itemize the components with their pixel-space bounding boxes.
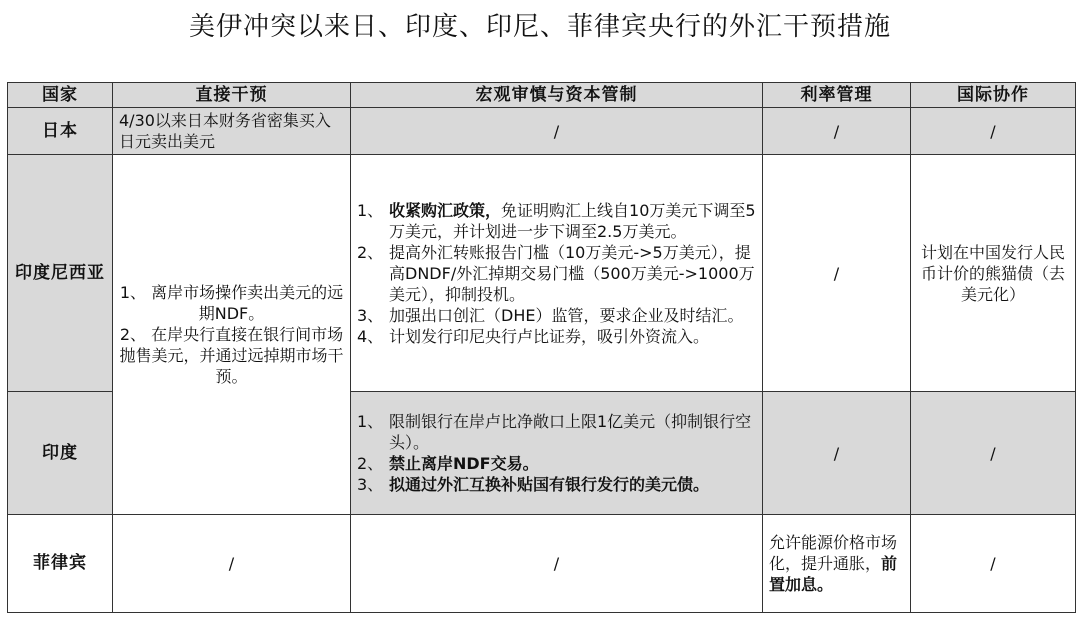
indonesia-macro [351, 155, 763, 392]
india-intl: / [911, 392, 1076, 515]
philippines-intl: / [911, 515, 1076, 613]
list-item: 3、 拟通过外汇互换补贴国有银行发行的美元债。 [357, 475, 710, 494]
india-macro [351, 392, 763, 515]
indonesia-rate: / [763, 155, 911, 392]
country-japan: 日本 [8, 108, 113, 155]
direct-item-2: 2、 在岸央行直接在银行间市场抛售美元，并通过远掉期市场干预。 [119, 325, 344, 386]
indo-india-direct [113, 155, 351, 515]
table-row-indonesia [8, 155, 1076, 392]
list-item: 3、 加强出口创汇（DHE）监管，要求企业及时结汇。 [357, 305, 744, 325]
japan-intl: / [911, 108, 1076, 155]
list-item: 1、 限制银行在岸卢比净敞口上限1亿美元（抑制银行空头）。 [357, 412, 752, 452]
country-india: 印度 [8, 392, 113, 515]
philippines-macro: / [351, 515, 763, 613]
philippines-direct: / [113, 515, 351, 613]
japan-rate: / [763, 108, 911, 155]
philippines-rate: 允许能源价格市场化，提升通胀，前置加息。 [763, 515, 911, 613]
country-philippines: 菲律宾 [8, 515, 113, 613]
header-row [8, 83, 1076, 108]
header-country: 国家 [8, 83, 113, 108]
country-indonesia: 印度尼西亚 [8, 155, 113, 392]
header-direct: 直接干预 [113, 83, 351, 108]
header-rate: 利率管理 [763, 83, 911, 108]
intervention-table [7, 82, 1076, 613]
header-intl: 国际协作 [911, 83, 1076, 108]
list-item: 2、 禁止离岸NDF交易。 [357, 454, 539, 473]
japan-macro: / [351, 108, 763, 155]
direct-item-1: 1、 离岸市场操作卖出美元的远期NDF。 [119, 283, 344, 323]
page-title: 美伊冲突以来日、印度、印尼、菲律宾央行的外汇干预措施 [188, 12, 891, 42]
indonesia-intl: 计划在中国发行人民币计价的熊猫债（去美元化） [911, 155, 1076, 392]
list-item: 4、 计划发行印尼央行卢比证券，吸引外资流入。 [357, 326, 710, 346]
table-row-japan [8, 108, 1076, 155]
table-row-philippines [8, 515, 1076, 613]
list-item: 1、 收紧购汇政策，免证明购汇上线自10万美元下调至5万美元，并计划进一步下调至2.5万美元。 [357, 200, 756, 241]
japan-direct: 4/30以来日本财务省密集买入日元卖出美元 [113, 108, 351, 155]
india-rate: / [763, 392, 911, 515]
header-macro: 宏观审慎与资本管制 [351, 83, 763, 108]
list-item: 2、 提高外汇转账报告门槛（10万美元->5万美元），提高DNDF/外汇掉期交易门槛（500万美元->1000万美元），抑制投机。 [357, 242, 755, 304]
